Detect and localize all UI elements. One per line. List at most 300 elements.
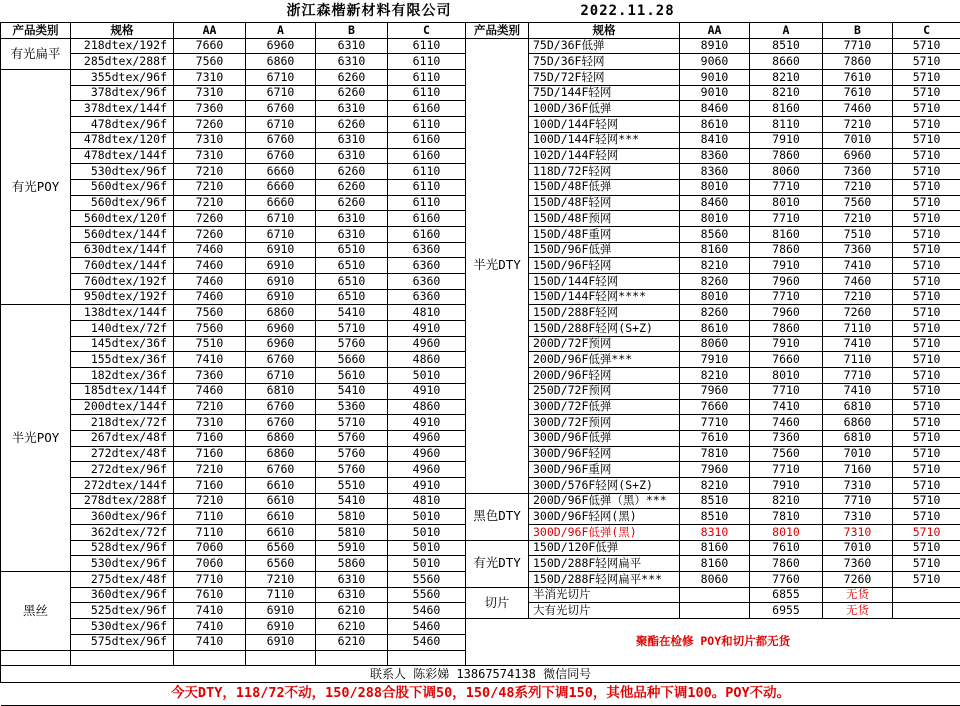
price-a-cell: 6760 [246, 399, 316, 415]
price-aa-cell: 8360 [680, 148, 750, 164]
spec-cell: 150D/288F轻网扁平 [529, 556, 680, 572]
empty-cell [316, 650, 388, 666]
price-b-cell: 6210 [316, 634, 388, 650]
price-b-cell: 5760 [316, 446, 388, 462]
price-a-cell: 6660 [246, 195, 316, 211]
price-aa-cell: 7210 [174, 399, 246, 415]
price-aa-cell: 7310 [174, 132, 246, 148]
price-b-cell: 5510 [316, 477, 388, 493]
price-a-cell: 6610 [246, 477, 316, 493]
price-c-cell: 5710 [893, 289, 960, 305]
spec-cell: 150D/144F轻网 [529, 274, 680, 290]
price-aa-cell: 7560 [174, 321, 246, 337]
price-a-cell: 6760 [246, 148, 316, 164]
price-b-cell: 7360 [823, 556, 893, 572]
price-b-cell: 6260 [316, 70, 388, 86]
price-c-cell: 4960 [388, 430, 466, 446]
category-cell: 切片 [466, 587, 529, 618]
price-c-cell: 6110 [388, 179, 466, 195]
price-a-cell: 7460 [750, 415, 823, 431]
price-c-cell: 5710 [893, 336, 960, 352]
price-a-cell: 6960 [246, 336, 316, 352]
price-aa-cell: 7210 [174, 493, 246, 509]
price-c-cell: 4960 [388, 462, 466, 478]
price-b-cell: 5710 [316, 321, 388, 337]
spec-cell: 560dtex/96f [71, 195, 174, 211]
price-b-cell: 6310 [316, 211, 388, 227]
price-a-cell: 7710 [750, 179, 823, 195]
price-a-cell: 6610 [246, 493, 316, 509]
price-a-cell: 6610 [246, 509, 316, 525]
price-c-cell: 5710 [893, 117, 960, 133]
spec-cell: 118D/72F轻网 [529, 164, 680, 180]
spec-cell: 155dtex/36f [71, 352, 174, 368]
spec-cell: 630dtex/144f [71, 242, 174, 258]
price-c-cell: 5710 [893, 179, 960, 195]
spec-cell: 100D/144F轻网 [529, 117, 680, 133]
price-a-cell: 6810 [246, 383, 316, 399]
price-b-cell: 7610 [823, 85, 893, 101]
spec-cell: 525dtex/96f [71, 603, 174, 619]
price-aa-cell: 7510 [174, 336, 246, 352]
spec-cell: 100D/36F低弹 [529, 101, 680, 117]
price-a-cell: 8060 [750, 164, 823, 180]
header-b-right: B [823, 23, 893, 39]
spec-cell: 200D/96F轻网 [529, 368, 680, 384]
price-b-cell: 7410 [823, 383, 893, 399]
price-b-cell: 5760 [316, 336, 388, 352]
price-a-cell: 6610 [246, 525, 316, 541]
spec-cell: 150D/48F低弹 [529, 179, 680, 195]
price-b-cell: 5410 [316, 493, 388, 509]
price-aa-cell: 7260 [174, 117, 246, 133]
price-c-cell: 4910 [388, 477, 466, 493]
price-a-cell: 6955 [750, 603, 823, 619]
spec-cell: 300D/96F轻网(黑) [529, 509, 680, 525]
spec-cell: 285dtex/288f [71, 54, 174, 70]
table-row [1, 540, 960, 556]
price-a-cell: 7910 [750, 477, 823, 493]
price-aa-cell [680, 587, 750, 603]
price-c-cell: 4860 [388, 352, 466, 368]
price-a-cell: 6760 [246, 132, 316, 148]
price-b-cell: 7560 [823, 195, 893, 211]
price-c-cell: 5710 [893, 226, 960, 242]
price-aa-cell [680, 603, 750, 619]
price-b-cell: 7160 [823, 462, 893, 478]
price-c-cell [893, 603, 960, 619]
price-a-cell: 8160 [750, 226, 823, 242]
spec-cell: 300D/72F预网 [529, 415, 680, 431]
price-a-cell: 6710 [246, 117, 316, 133]
price-b-cell: 7260 [823, 572, 893, 588]
header-spec-left: 规格 [71, 23, 174, 39]
price-aa-cell: 7810 [680, 446, 750, 462]
header-aa-right: AA [680, 23, 750, 39]
price-b-cell: 7210 [823, 117, 893, 133]
category-cell: 有光POY [1, 70, 71, 305]
price-c-cell: 6160 [388, 132, 466, 148]
spec-cell: 560dtex/144f [71, 226, 174, 242]
price-a-cell: 7360 [750, 430, 823, 446]
price-b-cell: 6260 [316, 164, 388, 180]
price-c-cell: 5710 [893, 368, 960, 384]
price-aa-cell: 7110 [174, 525, 246, 541]
footer-row [1, 683, 960, 706]
spec-cell: 278dtex/288f [71, 493, 174, 509]
price-aa-cell: 7460 [174, 383, 246, 399]
price-a-cell: 6860 [246, 54, 316, 70]
price-c-cell: 4910 [388, 321, 466, 337]
price-a-cell: 7860 [750, 556, 823, 572]
spec-cell: 大有光切片 [529, 603, 680, 619]
price-a-cell: 8660 [750, 54, 823, 70]
spec-cell: 半消光切片 [529, 587, 680, 603]
price-c-cell: 5710 [893, 462, 960, 478]
spec-cell: 300D/576F轻网(S+Z) [529, 477, 680, 493]
price-a-cell: 6860 [246, 430, 316, 446]
price-a-cell: 6960 [246, 38, 316, 54]
price-a-cell: 7760 [750, 572, 823, 588]
price-b-cell: 6210 [316, 603, 388, 619]
spec-cell: 150D/120F低弹 [529, 540, 680, 556]
header-a-left: A [246, 23, 316, 39]
price-b-cell: 7310 [823, 525, 893, 541]
price-aa-cell: 8360 [680, 164, 750, 180]
spec-cell: 478dtex/120f [71, 132, 174, 148]
spec-cell: 250D/72F预网 [529, 383, 680, 399]
spec-cell: 560dtex/96f [71, 179, 174, 195]
price-aa-cell: 7210 [174, 195, 246, 211]
spec-cell: 102D/144F轻网 [529, 148, 680, 164]
price-a-cell: 6660 [246, 164, 316, 180]
price-a-cell: 8160 [750, 101, 823, 117]
price-aa-cell: 7410 [174, 619, 246, 635]
table-row [1, 38, 960, 54]
spec-cell: 528dtex/96f [71, 540, 174, 556]
notice-cell: 聚酯在检修 POY和切片都无货 [466, 619, 960, 666]
price-b-cell: 6510 [316, 274, 388, 290]
price-b-cell: 6960 [823, 148, 893, 164]
price-b-cell: 7010 [823, 132, 893, 148]
header-c-right: C [893, 23, 960, 39]
price-a-cell: 6660 [246, 179, 316, 195]
spec-cell: 560dtex/120f [71, 211, 174, 227]
spec-cell: 218dtex/192f [71, 38, 174, 54]
price-a-cell: 6855 [750, 587, 823, 603]
price-c-cell: 5010 [388, 368, 466, 384]
price-aa-cell: 8510 [680, 509, 750, 525]
price-aa-cell: 7410 [174, 352, 246, 368]
price-aa-cell: 8060 [680, 572, 750, 588]
price-c-cell: 5460 [388, 634, 466, 650]
price-aa-cell: 9010 [680, 85, 750, 101]
spec-cell: 272dtex/96f [71, 462, 174, 478]
spec-cell: 272dtex/48f [71, 446, 174, 462]
price-c-cell: 5710 [893, 321, 960, 337]
price-c-cell: 5710 [893, 38, 960, 54]
price-a-cell: 6560 [246, 540, 316, 556]
price-aa-cell: 8310 [680, 525, 750, 541]
price-c-cell: 5460 [388, 619, 466, 635]
spec-cell: 150D/96F低弹 [529, 242, 680, 258]
price-b-cell: 5660 [316, 352, 388, 368]
price-b-cell: 7110 [823, 321, 893, 337]
price-b-cell: 7360 [823, 164, 893, 180]
price-c-cell: 6360 [388, 242, 466, 258]
price-b-cell: 7710 [823, 493, 893, 509]
price-b-cell: 7310 [823, 509, 893, 525]
price-c-cell: 5010 [388, 556, 466, 572]
spec-cell: 760dtex/144f [71, 258, 174, 274]
price-aa-cell: 7310 [174, 148, 246, 164]
price-a-cell: 7210 [246, 572, 316, 588]
price-aa-cell: 8160 [680, 540, 750, 556]
price-c-cell: 6110 [388, 70, 466, 86]
price-c-cell [893, 587, 960, 603]
price-a-cell: 7810 [750, 509, 823, 525]
price-b-cell: 无货 [823, 603, 893, 619]
spec-cell: 140dtex/72f [71, 321, 174, 337]
price-a-cell: 6910 [246, 619, 316, 635]
spec-cell: 378dtex/144f [71, 101, 174, 117]
price-a-cell: 6960 [246, 321, 316, 337]
price-c-cell: 4810 [388, 305, 466, 321]
price-aa-cell: 7310 [174, 70, 246, 86]
price-c-cell: 6110 [388, 195, 466, 211]
table-row [1, 587, 960, 603]
price-c-cell: 4810 [388, 493, 466, 509]
table-row [1, 619, 960, 635]
price-c-cell: 5710 [893, 540, 960, 556]
spec-cell: 145dtex/36f [71, 336, 174, 352]
empty-cell [1, 650, 71, 666]
spec-cell: 75D/144F轻网 [529, 85, 680, 101]
price-b-cell: 6260 [316, 117, 388, 133]
header-aa-left: AA [174, 23, 246, 39]
price-a-cell: 8010 [750, 195, 823, 211]
price-aa-cell: 8610 [680, 321, 750, 337]
header-b-left: B [316, 23, 388, 39]
price-aa-cell: 7360 [174, 368, 246, 384]
price-b-cell: 6260 [316, 179, 388, 195]
spec-cell: 200D/96F低弹（黑）*** [529, 493, 680, 509]
price-aa-cell: 8410 [680, 132, 750, 148]
spec-cell: 185dtex/144f [71, 383, 174, 399]
price-b-cell: 6310 [316, 587, 388, 603]
spec-cell: 355dtex/96f [71, 70, 174, 86]
price-aa-cell: 9010 [680, 70, 750, 86]
price-c-cell: 5710 [893, 556, 960, 572]
price-c-cell: 5560 [388, 572, 466, 588]
spec-cell: 150D/288F轻网(S+Z) [529, 321, 680, 337]
price-b-cell: 6260 [316, 85, 388, 101]
price-aa-cell: 8010 [680, 211, 750, 227]
price-b-cell: 7460 [823, 101, 893, 117]
price-a-cell: 6760 [246, 101, 316, 117]
price-c-cell: 5710 [893, 446, 960, 462]
price-aa-cell: 7910 [680, 352, 750, 368]
price-b-cell: 7860 [823, 54, 893, 70]
price-aa-cell: 7460 [174, 242, 246, 258]
price-aa-cell: 7310 [174, 415, 246, 431]
price-b-cell: 6810 [823, 399, 893, 415]
price-c-cell: 6360 [388, 258, 466, 274]
price-b-cell: 7210 [823, 211, 893, 227]
price-b-cell: 7210 [823, 179, 893, 195]
price-aa-cell: 8010 [680, 179, 750, 195]
price-a-cell: 6910 [246, 242, 316, 258]
price-a-cell: 8210 [750, 85, 823, 101]
price-aa-cell: 7260 [174, 211, 246, 227]
price-aa-cell: 8060 [680, 336, 750, 352]
price-c-cell: 5710 [893, 101, 960, 117]
spec-cell: 300D/96F重网 [529, 462, 680, 478]
price-c-cell: 6110 [388, 38, 466, 54]
header-category-left: 产品类别 [1, 23, 71, 39]
price-b-cell: 无货 [823, 587, 893, 603]
price-b-cell: 7010 [823, 540, 893, 556]
price-c-cell: 5710 [893, 572, 960, 588]
price-aa-cell: 7160 [174, 430, 246, 446]
price-aa-cell: 8460 [680, 101, 750, 117]
price-aa-cell: 8610 [680, 117, 750, 133]
price-aa-cell: 7060 [174, 556, 246, 572]
price-aa-cell: 8210 [680, 258, 750, 274]
price-a-cell: 7660 [750, 352, 823, 368]
price-b-cell: 5360 [316, 399, 388, 415]
empty-cell [71, 650, 174, 666]
category-cell: 半光DTY [466, 38, 529, 493]
price-aa-cell: 8210 [680, 477, 750, 493]
price-a-cell: 6710 [246, 226, 316, 242]
price-c-cell: 5010 [388, 509, 466, 525]
price-aa-cell: 7210 [174, 164, 246, 180]
price-c-cell: 5710 [893, 211, 960, 227]
price-a-cell: 7710 [750, 383, 823, 399]
price-a-cell: 6710 [246, 368, 316, 384]
price-b-cell: 6210 [316, 619, 388, 635]
price-c-cell: 5710 [893, 399, 960, 415]
price-c-cell: 6360 [388, 289, 466, 305]
spec-cell: 75D/36F低弹 [529, 38, 680, 54]
price-b-cell: 5710 [316, 415, 388, 431]
price-aa-cell: 8510 [680, 493, 750, 509]
price-c-cell: 5710 [893, 274, 960, 290]
price-c-cell: 5710 [893, 383, 960, 399]
price-adjustment-note: 今天DTY，118/72不动，150/288合股下调50，150/48系列下调150，其他品种下调100。POY不动。 [1, 683, 960, 706]
spec-cell: 267dtex/48f [71, 430, 174, 446]
price-c-cell: 5710 [893, 525, 960, 541]
price-c-cell: 5710 [893, 258, 960, 274]
title-cell [1, 0, 960, 23]
price-aa-cell: 7160 [174, 446, 246, 462]
price-aa-cell: 7160 [174, 477, 246, 493]
price-b-cell: 7410 [823, 336, 893, 352]
price-a-cell: 6710 [246, 85, 316, 101]
price-aa-cell: 7610 [680, 430, 750, 446]
price-b-cell: 6310 [316, 132, 388, 148]
spec-cell: 360dtex/96f [71, 587, 174, 603]
price-aa-cell: 7210 [174, 462, 246, 478]
price-a-cell: 7910 [750, 132, 823, 148]
spec-cell: 300D/96F轻网 [529, 446, 680, 462]
header-a-right: A [750, 23, 823, 39]
price-c-cell: 6110 [388, 164, 466, 180]
price-aa-cell: 7460 [174, 258, 246, 274]
price-c-cell: 5710 [893, 85, 960, 101]
price-aa-cell: 8160 [680, 242, 750, 258]
price-c-cell: 5710 [893, 352, 960, 368]
spec-cell: 150D/144F轻网**** [529, 289, 680, 305]
price-b-cell: 6310 [316, 54, 388, 70]
price-table-body [1, 0, 960, 706]
price-aa-cell: 7560 [174, 54, 246, 70]
spec-cell: 150D/48F重网 [529, 226, 680, 242]
price-aa-cell: 7710 [680, 415, 750, 431]
price-c-cell: 6160 [388, 148, 466, 164]
spec-cell: 75D/72F轻网 [529, 70, 680, 86]
price-b-cell: 5610 [316, 368, 388, 384]
price-a-cell: 6560 [246, 556, 316, 572]
price-b-cell: 7010 [823, 446, 893, 462]
spec-cell: 300D/96F低弹(黑) [529, 525, 680, 541]
spec-cell: 530dtex/96f [71, 619, 174, 635]
price-b-cell: 7360 [823, 242, 893, 258]
price-c-cell: 6110 [388, 54, 466, 70]
price-aa-cell: 8010 [680, 289, 750, 305]
price-a-cell: 7860 [750, 148, 823, 164]
title-row [1, 0, 960, 23]
category-cell: 黑色DTY [466, 493, 529, 540]
price-aa-cell: 7410 [174, 634, 246, 650]
price-a-cell: 8110 [750, 117, 823, 133]
empty-cell [388, 650, 466, 666]
spec-cell: 150D/48F预网 [529, 211, 680, 227]
price-b-cell: 5760 [316, 462, 388, 478]
price-a-cell: 6860 [246, 446, 316, 462]
price-b-cell: 5410 [316, 383, 388, 399]
price-a-cell: 6760 [246, 462, 316, 478]
price-b-cell: 6310 [316, 226, 388, 242]
price-a-cell: 7110 [246, 587, 316, 603]
price-aa-cell: 7660 [680, 399, 750, 415]
price-b-cell: 7710 [823, 368, 893, 384]
price-aa-cell: 7460 [174, 274, 246, 290]
spec-cell: 760dtex/192f [71, 274, 174, 290]
category-cell: 有光DTY [466, 540, 529, 587]
price-a-cell: 7910 [750, 336, 823, 352]
price-aa-cell: 8160 [680, 556, 750, 572]
price-a-cell: 6910 [246, 258, 316, 274]
price-a-cell: 6910 [246, 603, 316, 619]
price-c-cell: 5710 [893, 132, 960, 148]
price-aa-cell: 7710 [174, 572, 246, 588]
spec-cell: 182dtex/36f [71, 368, 174, 384]
price-b-cell: 7610 [823, 70, 893, 86]
spec-cell: 150D/288F轻网 [529, 305, 680, 321]
spec-cell: 950dtex/192f [71, 289, 174, 305]
price-b-cell: 5810 [316, 509, 388, 525]
price-b-cell: 7110 [823, 352, 893, 368]
price-a-cell: 6910 [246, 274, 316, 290]
spec-cell: 362dtex/72f [71, 525, 174, 541]
contact-row [1, 666, 960, 683]
price-aa-cell: 8260 [680, 274, 750, 290]
price-c-cell: 4960 [388, 446, 466, 462]
price-a-cell: 8210 [750, 493, 823, 509]
price-aa-cell: 7960 [680, 462, 750, 478]
